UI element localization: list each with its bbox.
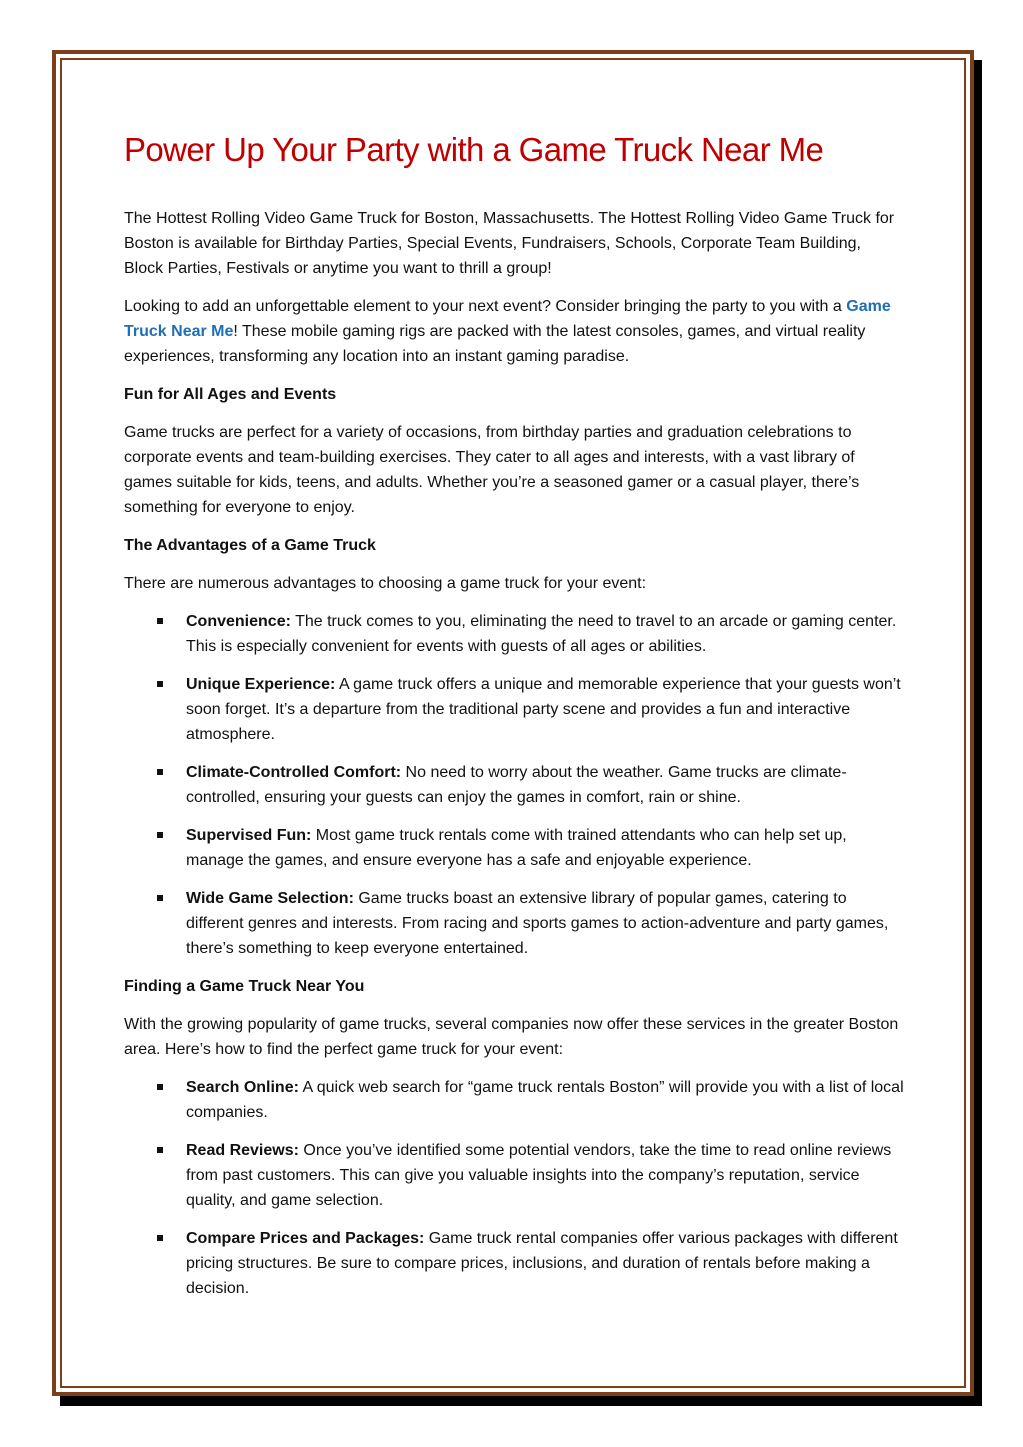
list-item-text: No need to worry about the weather. Game trucks are climate-controlled, ensuring your guests can enjoy the games in comfort, rain or shine. xyxy=(186,764,847,806)
list-item xyxy=(186,1075,904,1125)
bullet-icon xyxy=(157,681,163,687)
finding-list xyxy=(124,1075,904,1301)
bullet-icon xyxy=(157,895,163,901)
list-item-term: Compare Prices and Packages: xyxy=(186,1230,425,1247)
intro-paragraph: The Hottest Rolling Video Game Truck for Boston, Massachusetts. The Hottest Rolling Video Game Truck for Boston is available for Birthday Parties, Special Events, Fundraisers, Schools, Corporate Team Building, Block Parties, Festivals or anytime you want to thrill a group! xyxy=(124,210,895,277)
list-item-term: Climate-Controlled Comfort: xyxy=(186,764,402,781)
list-item-text: Game trucks boast an extensive library of popular games, catering to different genres and interests. From racing and sports games to action-adventure and party games, there’s something to keep everyone entertained. xyxy=(186,890,889,957)
list-item-text: Game truck rental companies offer various packages with different pricing structures. Be sure to compare prices, inclusions, and duration of rentals before making a decision. xyxy=(186,1230,898,1297)
list-item-term: Convenience: xyxy=(186,613,291,630)
bullet-icon xyxy=(157,1147,163,1153)
list-item-term: Supervised Fun: xyxy=(186,827,312,844)
list-item-term: Search Online: xyxy=(186,1079,299,1096)
list-item xyxy=(186,1226,904,1301)
document-body xyxy=(124,128,904,1314)
bullet-icon xyxy=(157,1235,163,1241)
section-heading-advantages: The Advantages of a Game Truck xyxy=(124,537,376,554)
list-item-text: A quick web search for “game truck rentals Boston” will provide you with a list of local companies. xyxy=(186,1079,904,1121)
page-title: Power Up Your Party with a Game Truck Near Me xyxy=(124,131,824,168)
paragraph-2-before: Looking to add an unforgettable element to your next event? Consider bringing the party to you with a xyxy=(124,298,847,315)
list-item xyxy=(186,886,904,961)
list-item-term: Wide Game Selection: xyxy=(186,890,354,907)
advantages-list xyxy=(124,609,904,961)
list-item xyxy=(186,1138,904,1213)
bullet-icon xyxy=(157,832,163,838)
section-heading-fun: Fun for All Ages and Events xyxy=(124,386,337,403)
section-advantages-text: There are numerous advantages to choosing a game truck for your event: xyxy=(124,575,647,592)
list-item xyxy=(186,760,904,810)
list-item-term: Unique Experience: xyxy=(186,676,336,693)
list-item xyxy=(186,609,904,659)
list-item-term: Read Reviews: xyxy=(186,1142,299,1159)
list-item-text: The truck comes to you, eliminating the need to travel to an arcade or gaming center. This is especially convenient for events with guests of all ages or abilities. xyxy=(186,613,897,655)
paragraph-2-after: ! These mobile gaming rigs are packed with the latest consoles, games, and virtual reality experiences, transforming any location into an instant gaming paradise. xyxy=(124,323,866,365)
bullet-icon xyxy=(157,1084,163,1090)
list-item-text: A game truck offers a unique and memorable experience that your guests won’t soon forget. It’s a departure from the traditional party scene and provides a fun and interactive atmosphere. xyxy=(186,676,901,743)
paragraph-2 xyxy=(124,294,904,369)
list-item-text: Once you’ve identified some potential vendors, take the time to read online reviews from past customers. This can give you valuable insights into the company’s reputation, service quality, and game selection. xyxy=(186,1142,892,1209)
section-heading-finding: Finding a Game Truck Near You xyxy=(124,978,365,995)
bullet-icon xyxy=(157,769,163,775)
list-item xyxy=(186,823,904,873)
list-item-text: Most game truck rentals come with trained attendants who can help set up, manage the games, and ensure everyone has a safe and enjoyable experience. xyxy=(186,827,847,869)
section-finding-text: With the growing popularity of game trucks, several companies now offer these services in the greater Boston area. Here’s how to find the perfect game truck for your event: xyxy=(124,1016,899,1058)
section-fun-text: Game trucks are perfect for a variety of occasions, from birthday parties and graduation celebrations to corporate events and team-building exercises. They cater to all ages and interests, with a vast library of games suitable for kids, teens, and adults. Whether you’re a seasoned gamer or a casual player, there’s something for everyone to enjoy. xyxy=(124,424,860,516)
bullet-icon xyxy=(157,618,163,624)
list-item xyxy=(186,672,904,747)
game-truck-near-me-link[interactable]: Game Truck Near Me xyxy=(124,298,891,340)
